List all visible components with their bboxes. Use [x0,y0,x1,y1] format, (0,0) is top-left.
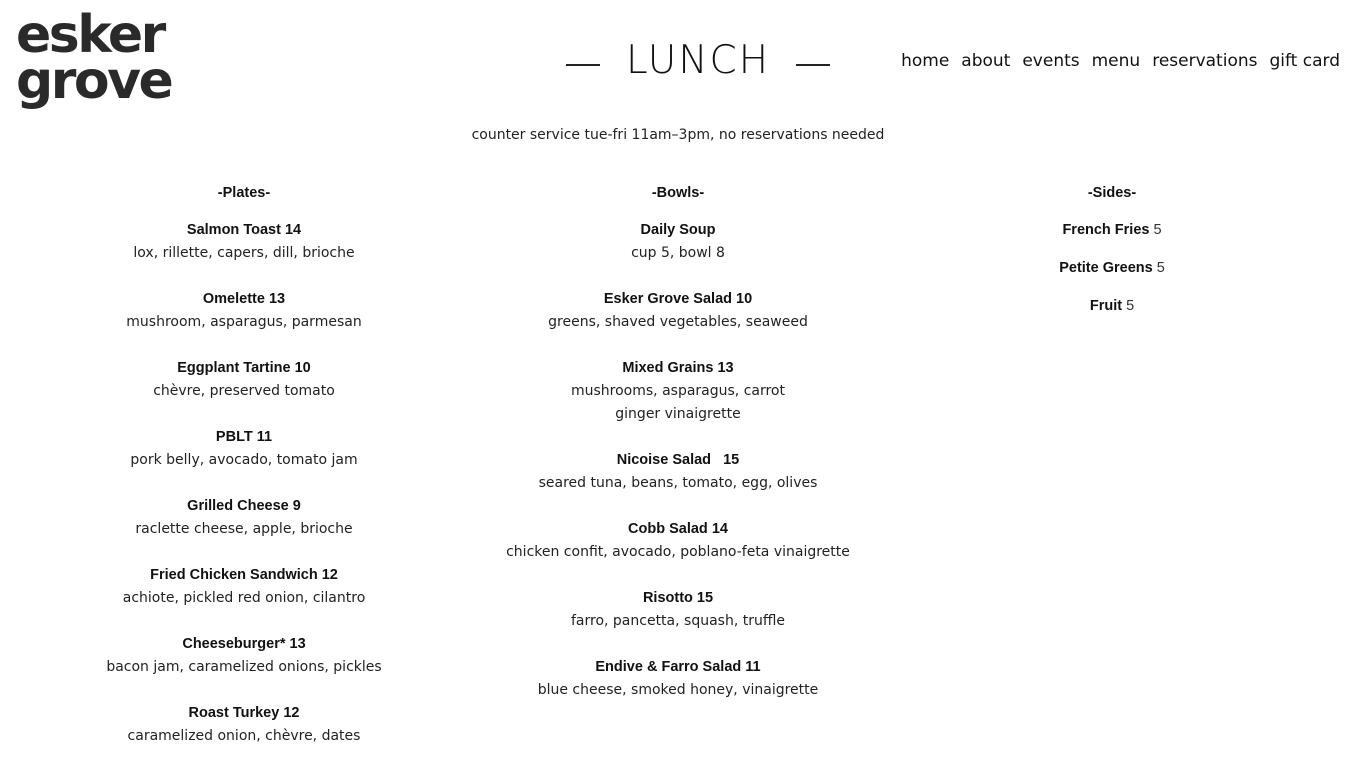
main-nav [901,51,1340,71]
dish-name: Nicoise Salad 15 [616,452,740,468]
side-item [932,219,1292,242]
dish-name: Esker Grove Salad 10 [603,291,753,307]
dish-description: cup 5, bowl 8 [631,245,725,261]
menu-item [64,702,424,748]
dish-name: Grilled Cheese 9 [187,498,301,514]
dish-description: lox, rillette, capers, dill, brioche [133,245,355,261]
dish-name: Salmon Toast 14 [186,222,302,238]
nav-home[interactable]: home [901,51,950,71]
dish-description: ginger vinaigrette [615,406,741,422]
dish-name: Cheeseburger* 13 [182,636,306,652]
page-title-text: LUNCH [626,38,771,83]
dish-name: Risotto 15 [642,590,714,606]
plates-section [64,184,424,771]
menu-item [64,357,424,403]
bowls-title: -Bowls- [651,185,705,201]
nav-reservations[interactable]: reservations [1152,51,1258,71]
menu-item [64,495,424,541]
menu-item [498,587,858,633]
side-price: 5 [1156,260,1165,276]
nav-about[interactable]: about [961,51,1011,71]
menu-item [64,426,424,472]
side-item [932,257,1292,280]
dish-name: PBLT 11 [215,429,273,445]
side-name: Petite Greens [1059,260,1153,276]
side-name: Fruit [1089,298,1123,314]
menu-item [498,357,858,426]
menu-item [64,288,424,334]
dish-description: greens, shaved vegetables, seaweed [548,314,808,330]
nav-events[interactable]: events [1022,51,1080,71]
dish-name: Omelette 13 [202,291,286,307]
dish-description: chèvre, preserved tomato [153,383,335,399]
menu-item [64,633,424,679]
dish-name: Cobb Salad 14 [628,521,728,537]
dish-description: achiote, pickled red onion, cilantro [122,590,366,606]
dish-description: caramelized onion, chèvre, dates [127,728,361,744]
dish-name: Roast Turkey 12 [188,705,300,721]
dish-name: Fried Chicken Sandwich 12 [150,567,338,583]
side-price: 5 [1153,222,1162,238]
dish-description: farro, pancetta, squash, truffle [570,613,785,629]
nav-gift-card[interactable]: gift card [1269,51,1340,71]
dish-name: Mixed Grains 13 [622,360,734,376]
page-title [540,38,815,83]
side-item [932,295,1292,318]
title-dash-right [796,64,830,66]
bowls-section [498,184,858,725]
dish-description: seared tuna, beans, tomato, egg, olives [538,475,818,491]
side-name: French Fries [1062,222,1150,238]
menu-item [498,518,858,564]
menu-item [498,288,858,334]
menu-item [498,449,858,495]
dish-description: mushrooms, asparagus, carrot [570,383,785,399]
sides-section [932,184,1292,333]
menu-item [64,219,424,265]
dish-description: raclette cheese, apple, brioche [135,521,353,537]
dish-description: blue cheese, smoked honey, vinaigrette [537,682,819,698]
sides-title: -Sides- [1087,185,1137,201]
menu-item [64,564,424,610]
plates-title: -Plates- [217,185,271,201]
dish-description: bacon jam, caramelized onions, pickles [106,659,382,675]
title-dash-left [566,64,600,66]
dish-description: chicken confit, avocado, poblano-feta vinaigrette [506,544,850,560]
side-price: 5 [1126,298,1135,314]
nav-menu[interactable]: menu [1091,51,1141,71]
logo-line-2: grove [16,51,172,111]
dish-name: Eggplant Tartine 10 [177,360,311,376]
logo-line-1: esker [16,5,164,65]
dish-name: Daily Soup [640,222,716,238]
dish-description: pork belly, avocado, tomato jam [130,452,358,468]
dish-description: mushroom, asparagus, parmesan [126,314,362,330]
brand-logo[interactable] [16,5,172,111]
service-hours: counter service tue-fri 11am–3pm, no reservations needed [471,127,885,143]
dish-name: Endive & Farro Salad 11 [595,659,761,675]
menu-item [498,219,858,265]
menu-item [498,656,858,702]
